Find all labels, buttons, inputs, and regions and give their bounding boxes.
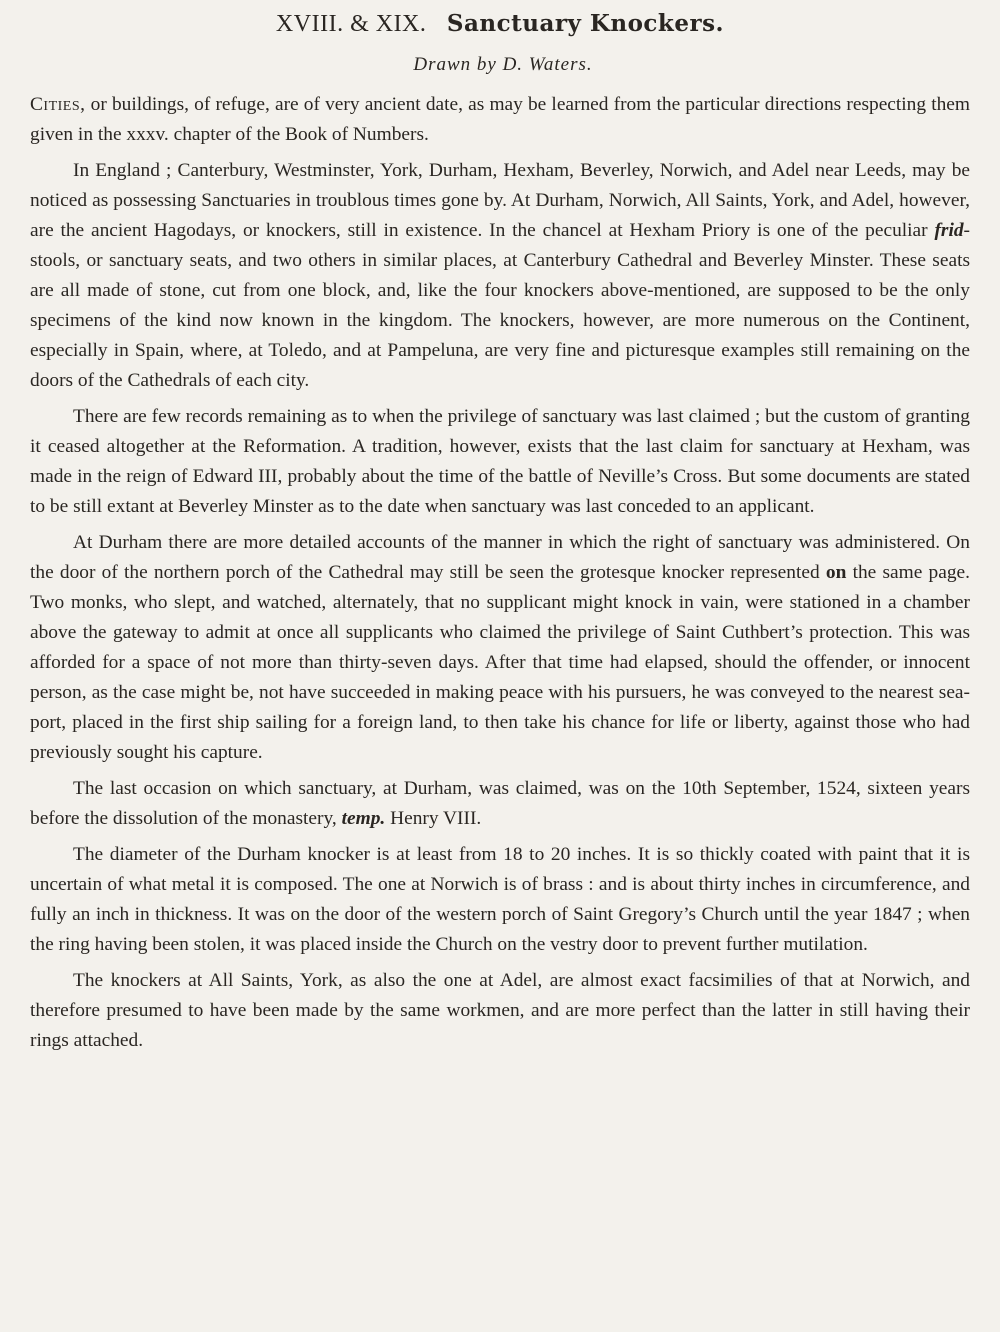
- article-title: Sanctuary Knockers.: [446, 10, 725, 37]
- paragraph-2-text-a: In England ; Canterbury, Westminster, York, Durham, Hexham, Beverley, Norwich, and Adel near Leeds, may be noticed as possessing Sanctuaries in troublous times gone by. At Durham, Norwich, All Saints, York, and Adel, however, are the ancient Hagodays, or knockers, still in existence. In the chancel at Hexham Priory is one of the peculiar: [30, 160, 970, 241]
- paragraph-1: [30, 90, 970, 150]
- illustration-credit: Drawn by D. Waters.: [413, 54, 593, 75]
- paragraph-2: [30, 156, 970, 396]
- paragraph-4-text-b: the same page. Two monks, who slept, and watched, alternately, that no supplicant might knock in vain, were stationed in a chamber above the gateway to admit at once all supplicants who claimed the privilege of Saint Cuthbert’s protection. This was afforded for a space of not more than thirty-seven days. After that time had elapsed, should the offender, or innocent person, as the case might be, not have succeeded in making peace with his pursuers, he was conveyed to the nearest sea-port, placed in the first ship sailing for a foreign land, to then take his chance for life or liberty, against those who had previously sought his capture.: [30, 562, 970, 763]
- italic-term-frid: frid: [934, 220, 964, 241]
- drop-lead-word: Cities,: [30, 94, 86, 115]
- paragraph-4: [30, 528, 970, 768]
- page-heading: [30, 10, 970, 46]
- italic-term-temp: temp.: [341, 808, 386, 829]
- paragraph-5-text-a: The last occasion on which sanctuary, at Durham, was claimed, was on the 10th September, 1524, sixteen years before the dissolution of the monastery,: [30, 778, 970, 829]
- paragraph-1-text: or buildings, of refuge, are of very ancient date, as may be learned from the particular directions respecting them given in the xxxv. chapter of the Book of Numbers.: [30, 94, 970, 145]
- plate-numeral: XVIII. & XIX.: [275, 11, 427, 37]
- paragraph-4-text-a: At Durham there are more detailed accounts of the manner in which the right of sanctuary was administered. On the door of the northern porch of the Cathedral may still be seen the grotesque knocker represented: [30, 532, 970, 583]
- paragraph-6: The diameter of the Durham knocker is at least from 18 to 20 inches. It is so thickly coated with paint that it is uncertain of what metal it is composed. The one at Norwich is of brass : and is about thirty inches in circumference, and fully an inch in thickness. It was on the door of the western porch of Saint Gregory’s Church until the year 1847 ; when the ring having been stolen, it was placed inside the Church on the vestry door to prevent further mutilation.: [30, 844, 970, 955]
- paragraph-3: There are few records remaining as to when the privilege of sanctuary was last claimed ; but the custom of granting it ceased altogether at the Reformation. A tradition, however, exists that the last claim for sanctuary at Hexham, was made in the reign of Edward III, probably about the time of the battle of Neville’s Cross. But some documents are stated to be still extant at Beverley Minster as to the date when sanctuary was last conceded to an applicant.: [30, 406, 970, 517]
- paragraph-5-text-b: Henry VIII.: [385, 808, 482, 829]
- paragraph-5: [30, 774, 970, 834]
- paragraph-2-text-b: -stools, or sanctuary seats, and two others in similar places, at Canterbury Cathedral and Beverley Minster. These seats are all made of stone, cut from one block, and, like the four knockers above-mentioned, are supposed to be the only specimens of the kind now known in the kingdom. The knockers, however, are more numerous on the Continent, especially in Spain, where, at Toledo, and at Pampeluna, are very fine and picturesque examples still remaining on the doors of the Cathedrals of each city.: [30, 220, 970, 391]
- document-page: [0, 10, 1000, 1332]
- bold-word-on: on: [825, 562, 847, 583]
- paragraph-7: The knockers at All Saints, York, as also the one at Adel, are almost exact facsimilies of that at Norwich, and therefore presumed to have been made by the same workmen, and are more perfect than the latter in still having their rings attached.: [30, 970, 970, 1051]
